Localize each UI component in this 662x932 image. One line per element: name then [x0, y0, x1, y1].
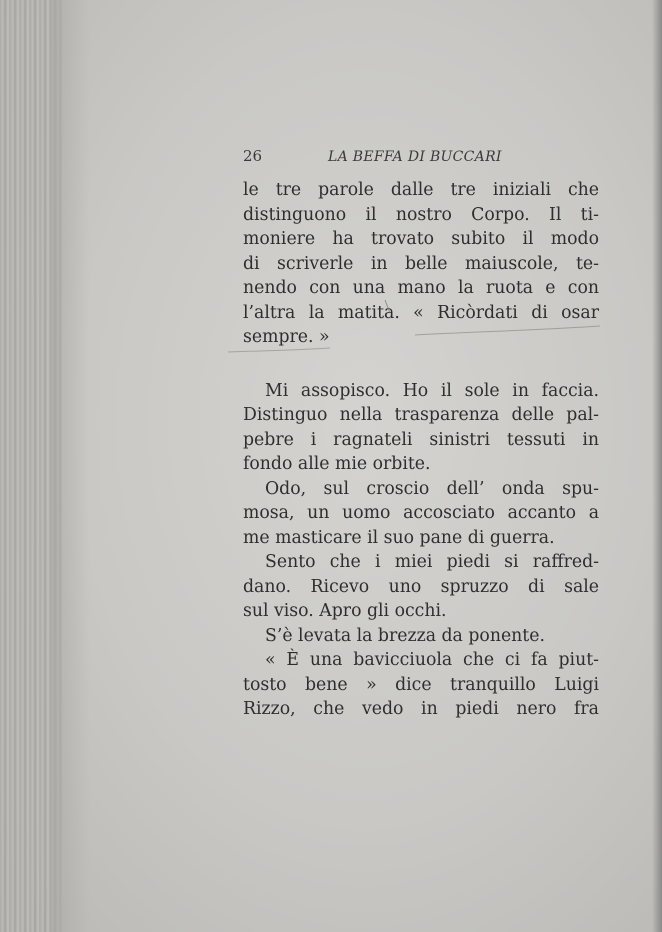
text-line: dano. Ricevo uno spruzzo di sale	[243, 576, 599, 597]
body-text	[243, 178, 599, 722]
text-line: le tre parole dalle tre iniziali che	[243, 180, 599, 200]
text-line: Odo, sul croscio dell’ onda spu-	[265, 478, 599, 499]
text-line: l’altra la matita. « Ricòrdati di osar	[243, 302, 599, 323]
text-line: me masticare il suo pane di guerra.	[243, 527, 555, 548]
text-line: moniere ha trovato subito il modo	[243, 229, 599, 249]
running-title: LA BEFFA DI BUCCARI	[328, 149, 502, 165]
page-number: 26	[243, 147, 263, 165]
text-line: sempre. »	[243, 327, 330, 347]
text-line: Mi assopisco. Ho il sole in faccia.	[265, 380, 599, 401]
text-line: nendo con una mano la ruota e con	[243, 278, 599, 298]
text-line: distinguono il nostro Corpo. Il ti-	[243, 204, 599, 225]
page-right-edge	[652, 0, 662, 932]
text-line: mosa, un uomo accosciato accanto a	[243, 503, 599, 523]
text-line: S’è levata la brezza da ponente.	[265, 625, 545, 646]
text-line: sul viso. Apro gli occhi.	[243, 601, 447, 621]
text-line: Rizzo, che vedo in piedi nero fra	[243, 699, 599, 719]
text-line: pebre i ragnateli sinistri tessuti in	[243, 429, 599, 450]
paragraph-break	[243, 350, 599, 379]
page-gutter-shadow	[50, 0, 90, 932]
text-line: « È una bavicciuola che ci fa piut-	[265, 650, 599, 670]
page-header	[243, 147, 601, 165]
text-line: tosto bene » dice tranquillo Luigi	[243, 674, 599, 695]
text-line: fondo alle mie orbite.	[243, 454, 431, 474]
text-line: Sento che i miei piedi si raffred-	[265, 552, 599, 572]
text-line: Distinguo nella trasparenza delle pal-	[243, 405, 599, 425]
text-line: di scriverle in belle maiuscole, te-	[243, 253, 599, 274]
